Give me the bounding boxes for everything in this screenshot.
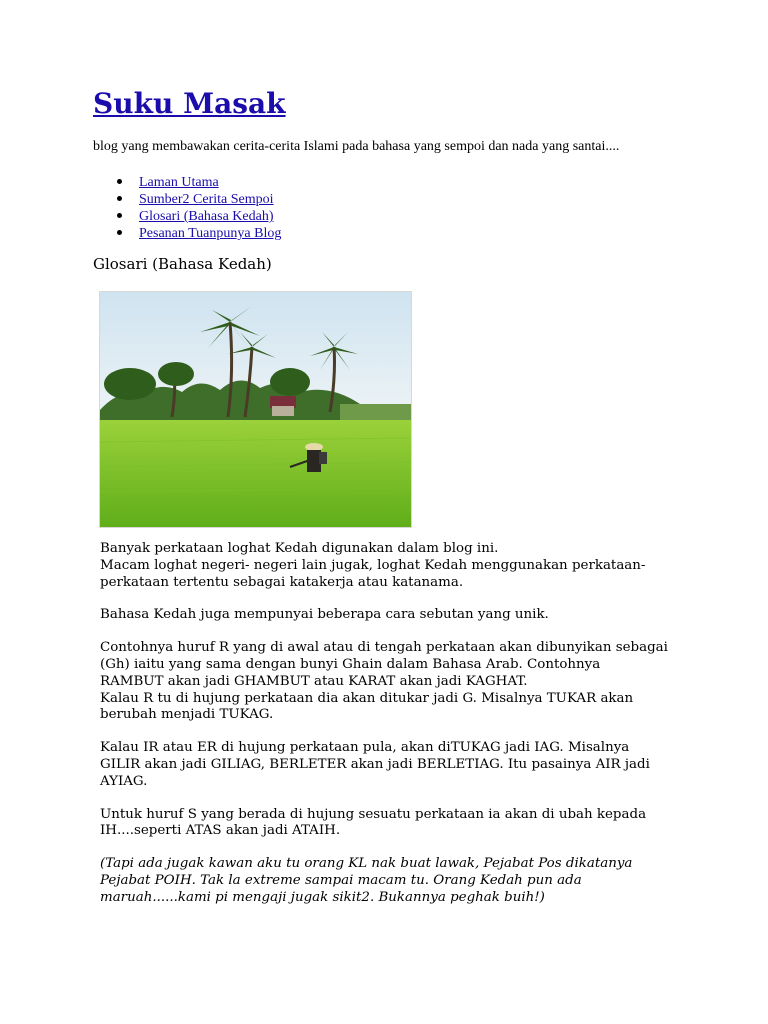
bullet-icon — [117, 179, 122, 184]
post-paragraph — [100, 541, 680, 591]
text-line: Kalau R tu di hujung perkataan dia akan ditukar jadi G. Misalnya TUKAR akan — [100, 690, 634, 706]
post-paragraph — [100, 807, 680, 841]
bullet-icon — [117, 230, 122, 235]
post-body — [100, 541, 680, 923]
text-line: Pejabat POIH. Tak la extreme sampai macam tu. Orang Kedah pun ada — [100, 872, 582, 888]
text-line: Bahasa Kedah juga mempunyai beberapa cara sebutan yang unik. — [100, 607, 549, 623]
bullet-icon — [117, 196, 122, 201]
text-line: perkataan tertentu sebagai katakerja atau katanama. — [100, 574, 464, 590]
text-line: IH....seperti ATAS akan jadi ATAIH. — [100, 823, 341, 839]
blog-tagline: blog yang membawakan cerita-cerita Islami pada bahasa yang sempoi dan nada yang santai.... — [93, 139, 620, 154]
text-line: Banyak perkataan loghat Kedah digunakan dalam blog ini. — [100, 541, 499, 556]
text-line: Contohnya huruf R yang di awal atau di tengah perkataan akan dibunyikan sebagai — [100, 640, 668, 656]
nav-item-glosari — [93, 206, 723, 223]
text-line: AYIAG. — [100, 773, 148, 789]
text-line: berubah menjadi TUKAG. — [100, 707, 274, 723]
text-line: Untuk huruf S yang berada di hujung sesuatu perkataan ia akan di ubah kepada — [100, 806, 647, 822]
text-line: Macam loghat negeri- negeri lain jugak, loghat Kedah menggunakan perkataan- — [100, 557, 646, 573]
nav-item-sumber2 — [93, 189, 723, 206]
bullet-icon — [117, 213, 122, 218]
blog-page — [93, 86, 723, 905]
post-italic-note — [100, 856, 680, 906]
text-line: (Gh) iaitu yang sama dengan bunyi Ghain dalam Bahasa Arab. Contohnya — [100, 656, 601, 672]
blog-title-link[interactable]: Suku Masak — [93, 87, 286, 120]
nav-list — [93, 172, 723, 240]
nav-item-laman-utama — [93, 172, 723, 189]
post-paragraph — [100, 740, 680, 790]
post-paragraph — [100, 607, 680, 624]
nav-link-glosari[interactable]: Glosari (Bahasa Kedah) — [139, 209, 274, 224]
nav-link-pesanan[interactable]: Pesanan Tuanpunya Blog — [139, 226, 282, 241]
nav-item-pesanan — [93, 223, 723, 240]
text-line: RAMBUT akan jadi GHAMBUT atau KARAT akan jadi KAGHAT. — [100, 673, 528, 689]
text-line: (Tapi ada jugak kawan aku tu orang KL nak buat lawak, Pejabat Pos dikatanya — [100, 856, 633, 872]
text-line: Kalau IR atau ER di hujung perkataan pula, akan diTUKAG jadi IAG. Misalnya — [100, 740, 630, 756]
text-line: GILIR akan jadi GILIAG, BERLETER akan jadi BERLETIAG. Itu pasainya AIR jadi — [100, 756, 650, 772]
nav-link-laman-utama[interactable]: Laman Utama — [139, 175, 219, 190]
nav-link-sumber2[interactable]: Sumber2 Cerita Sempoi — [139, 192, 274, 207]
post-title: Glosari (Bahasa Kedah) — [93, 255, 272, 273]
text-line: maruah......kami pi mengaji jugak sikit2. Bukannya peghak buih!) — [100, 889, 545, 905]
post-paragraph — [100, 640, 680, 724]
paddy-field-photo — [99, 291, 412, 528]
